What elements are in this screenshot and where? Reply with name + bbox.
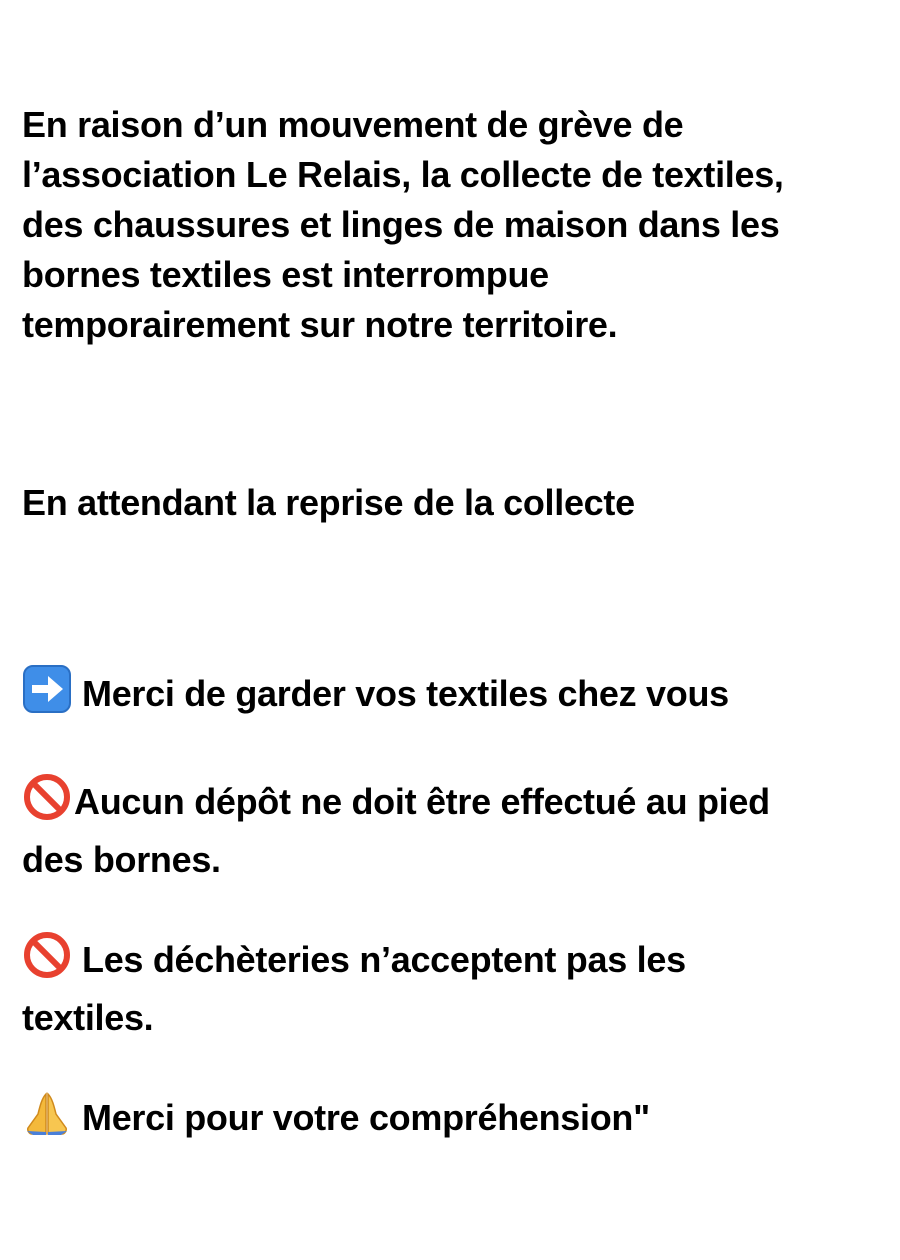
- list-item-text: Les déchèteries n’acceptent pas les: [82, 939, 686, 980]
- list-item-text: Aucun dépôt ne doit être effectué au pied: [74, 781, 770, 822]
- intro-paragraph: [22, 100, 784, 350]
- prohibited-icon: [22, 772, 72, 822]
- intro-line: En raison d’un mouvement de grève de: [22, 104, 684, 145]
- list-item: [22, 772, 770, 889]
- right-arrow-icon: [22, 664, 72, 714]
- list-item: [22, 930, 686, 1047]
- list-item-text: textiles.: [22, 997, 154, 1038]
- intro-line: des chaussures et linges de maison dans les: [22, 204, 780, 245]
- list-item-text: Merci de garder vos textiles chez vous: [82, 673, 729, 714]
- intro-line: temporairement sur notre territoire.: [22, 304, 618, 345]
- intro-line: bornes textiles est interrompue: [22, 254, 549, 295]
- folded-hands-icon: [22, 1088, 72, 1138]
- intro-line: l’association Le Relais, la collecte de textiles,: [22, 154, 784, 195]
- awaiting-line: En attendant la reprise de la collecte: [22, 482, 635, 523]
- prohibited-icon: [22, 930, 72, 980]
- list-item-text: Merci pour votre compréhension": [82, 1097, 650, 1138]
- list-item: [22, 1088, 650, 1147]
- list-item: [22, 664, 729, 723]
- list-item-text: des bornes.: [22, 839, 221, 880]
